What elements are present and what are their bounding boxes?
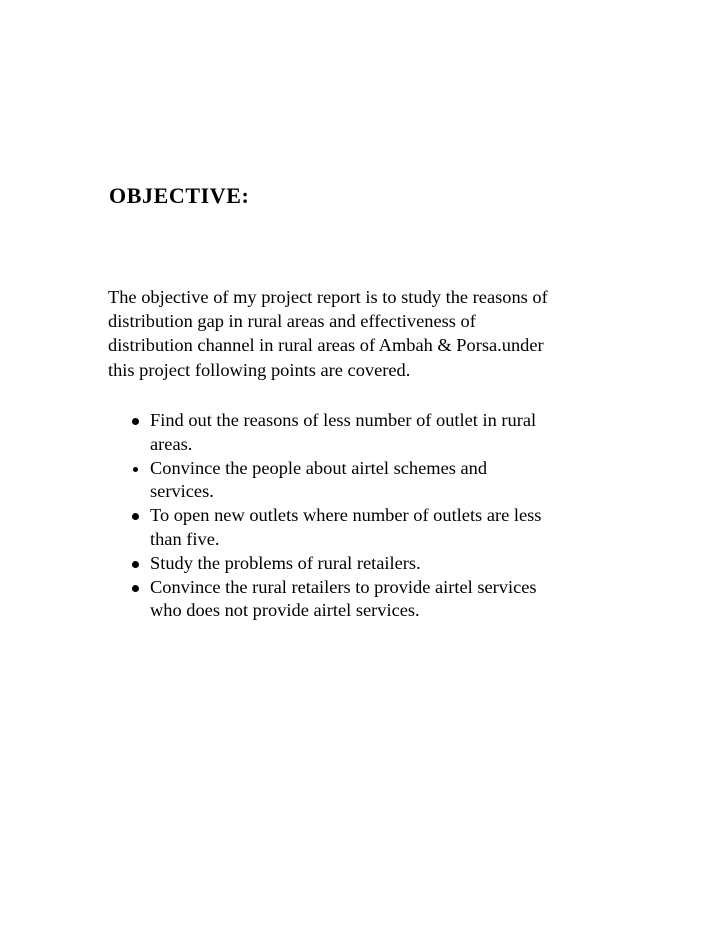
list-item-line: services. (150, 481, 214, 502)
list-item-line: areas. (150, 433, 193, 454)
list-item (150, 409, 630, 457)
objective-paragraph (108, 285, 628, 382)
list-item (150, 552, 630, 576)
list-item-line: Convince the rural retailers to provide airtel services (150, 576, 537, 597)
list-item-line: To open new outlets where number of outlets are less (150, 505, 542, 526)
list-item-line: than five. (150, 528, 220, 549)
paragraph-line: distribution gap in rural areas and effectiveness of (108, 311, 476, 332)
bullet-dot-icon (132, 561, 139, 568)
list-item-line: who does not provide airtel services. (150, 600, 420, 621)
list-item-line: Convince the people about airtel schemes and (150, 457, 488, 478)
paragraph-line: The objective of my project report is to study the reasons of (108, 287, 548, 307)
list-item-text (150, 504, 630, 552)
list-item (150, 576, 630, 624)
page-title: OBJECTIVE: (109, 183, 250, 208)
list-item (150, 457, 630, 505)
paragraph-line: this project following points are covered. (108, 359, 411, 380)
list-item-line: Study the problems of rural retailers. (150, 552, 421, 573)
bullet-dot-icon (132, 585, 139, 592)
list-item-text (150, 409, 630, 457)
paragraph-line: distribution channel in rural areas of Ambah & Porsa.under (108, 335, 544, 356)
list-item-line: Find out the reasons of less number of outlet in rural (150, 410, 537, 430)
list-item-text (150, 457, 630, 505)
bullet-dot-icon (132, 418, 139, 425)
list-item (150, 504, 630, 552)
list-item-text (150, 576, 630, 624)
objective-bullet-list (150, 409, 630, 623)
bullet-dot-icon (133, 467, 138, 472)
bullet-dot-icon (132, 513, 139, 520)
list-item-text (150, 552, 630, 576)
